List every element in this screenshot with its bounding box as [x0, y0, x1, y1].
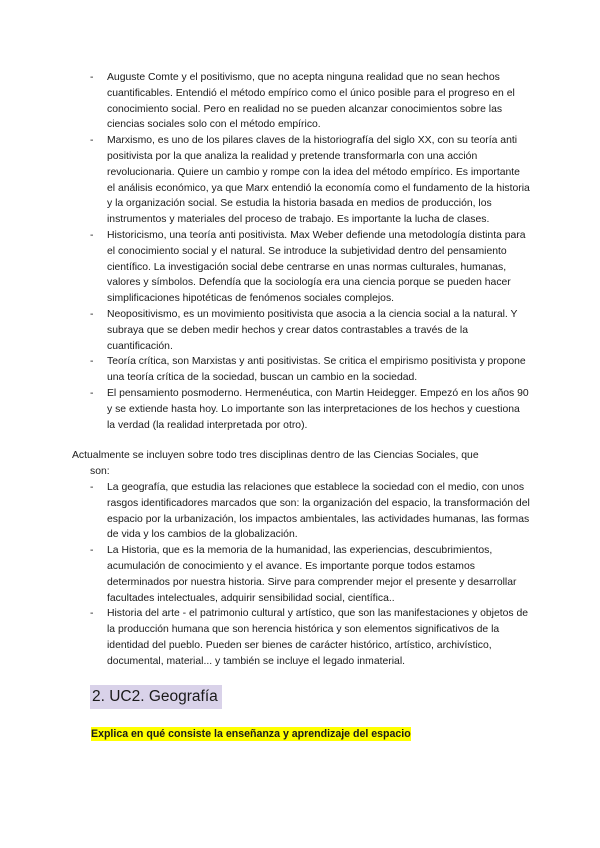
- list-dash: -: [90, 229, 94, 241]
- disciplines-list: [72, 480, 530, 670]
- list-dash: -: [90, 308, 94, 320]
- list-item-text: El pensamiento posmoderno. Hermenéutica, con Martin Heidegger. Empezó en los años 90 y se extiende hasta hoy. Lo importante son las interpretaciones de los hechos y cuestiona la verdad (la realidad interpretada por otro).: [107, 387, 529, 431]
- list-item: [72, 480, 530, 543]
- intro-paragraph: [72, 448, 530, 480]
- list-item-text: La geografía, que estudia las relaciones que establece la sociedad con el medio, con unos rasgos identificadores marcados que son: la organización del espacio, la transformación del espacio por la urbanización, los impactos ambientales, las actividades humanas, las formas de vida y los cambios de la globalización.: [107, 481, 530, 541]
- intro-line-continued: son:: [90, 466, 110, 478]
- list-dash: -: [90, 608, 94, 620]
- list-item: [72, 543, 530, 606]
- task-heading: Explica en qué consiste la enseñanza y aprendizaje del espacio: [91, 728, 411, 741]
- list-dash: -: [90, 545, 94, 557]
- section-heading-wrap: [72, 669, 530, 709]
- list-item: [72, 386, 530, 433]
- list-dash: -: [90, 135, 94, 147]
- intro-line: Actualmente se incluyen sobre todo tres disciplinas dentro de las Ciencias Sociales, que: [72, 450, 479, 462]
- theories-list: [72, 70, 530, 433]
- task-heading-wrap: [72, 709, 530, 742]
- list-item: [72, 228, 530, 307]
- section-heading: 2. UC2. Geografía: [90, 685, 222, 709]
- list-dash: -: [90, 72, 94, 83]
- list-item-text: Neopositivismo, es un movimiento positivista que asocia a la ciencia social a la natural. Y subraya que se deben medir hechos y crear datos contrastables a través de la cuantificación.: [107, 308, 518, 352]
- list-dash: -: [90, 356, 94, 368]
- list-dash: -: [90, 481, 94, 493]
- list-item-text: La Historia, que es la memoria de la humanidad, las experiencias, descubrimientos, acumulación de conocimiento y el avance. Es importante porque todos estamos determinados por nuestra historia. Sirve para comprender mejor el presente y desarrollar facultades intelectuales, adquirir sensibilidad social, científica..: [107, 545, 517, 604]
- list-item-text: Historicismo, una teoría anti positivista. Max Weber defiende una metodología distinta para el conocimiento social y el natural. Se introduce la subjetividad dentro del pensamiento científico. La investigación social debe centrarse en unas normas culturales, humanas, valores y símbolos. Defendía que la sociología era una ciencia porque se pueden hacer simplificaciones hipotéticas de fenómenos sociales complejos.: [107, 229, 526, 305]
- list-item: [72, 70, 530, 133]
- list-item-text: Auguste Comte y el positivismo, que no acepta ninguna realidad que no sean hechos cuantificables. Entendió el método empírico como el único posible para el progreso en el conocimiento social. Pero en realidad no se pueden alcanzar conocimientos sobre las ciencias sociales solo con el método empírico.: [107, 72, 515, 131]
- list-item-text: Historia del arte - el patrimonio cultural y artístico, que son las manifestaciones y objetos de la producción humana que son herencia histórica y son elementos significativos de la identidad del pueblo. Pueden ser bienes de carácter histórico, artístico, archivístico, documental, material... y también se incluye el legado inmaterial.: [107, 608, 529, 667]
- list-item: [72, 307, 530, 354]
- list-item: [72, 133, 530, 228]
- list-dash: -: [90, 387, 94, 399]
- list-item-text: Marxismo, es uno de los pilares claves de la historiografía del siglo XX, con su teoría anti positivista por la que analiza la realidad y pretende transformarla con una acción revolucionaria. Quiere un cambio y rompe con la idea del método empírico. Es importante el análisis económico, ya que Marx entendió la economía como el fundamento de la historia y la organización social. Se estudia la historia basada en medios de producción, los instrumentos y materiales del proceso de trabajo. Es importante la lucha de clases.: [107, 135, 530, 226]
- list-item-text: Teoría crítica, son Marxistas y anti positivistas. Se critica el empirismo positivista y propone una teoría crítica de la sociedad, buscan un cambio en la sociedad.: [107, 356, 526, 384]
- list-item: [72, 606, 530, 669]
- list-item: [72, 354, 530, 386]
